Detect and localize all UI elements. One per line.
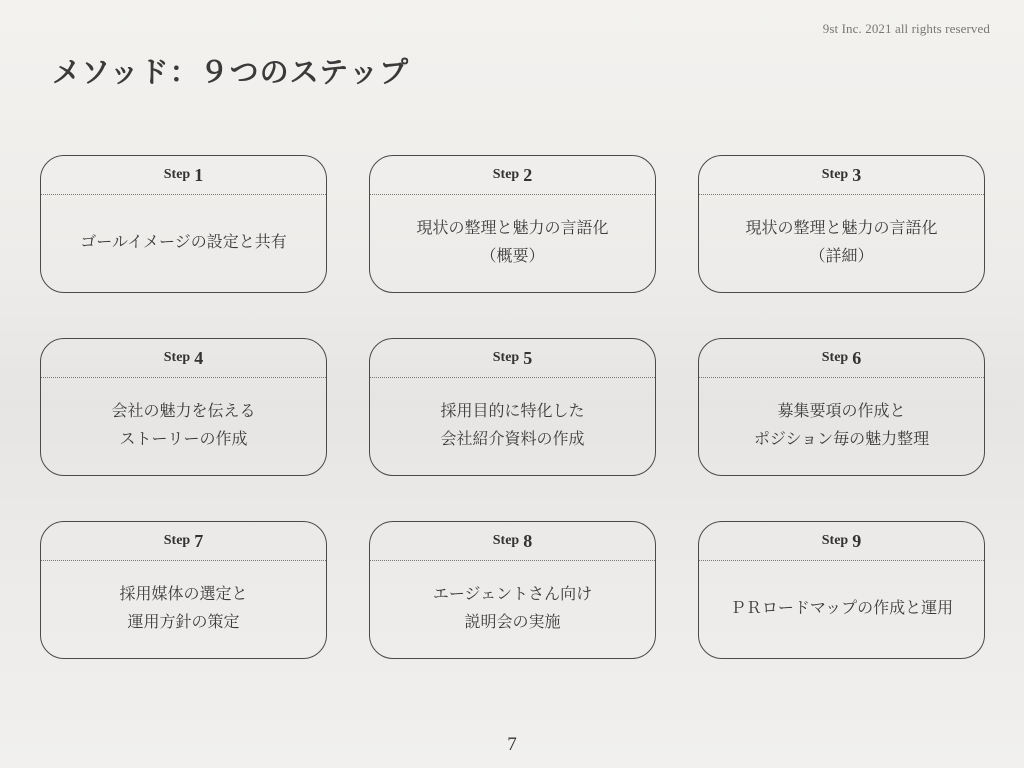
step-card-6 [698, 338, 985, 476]
step-card-7 [40, 521, 327, 659]
steps-grid [40, 155, 985, 659]
step-card-9 [698, 521, 985, 659]
step-number: 2 [523, 164, 533, 185]
step-description-line: 現状の整理と魅力の言語化 [416, 217, 609, 237]
step-description-line: 会社紹介資料の作成 [440, 428, 585, 448]
step-description-line: ストーリーの作成 [119, 428, 248, 448]
step-number: 7 [194, 530, 204, 551]
step-card-3 [698, 155, 985, 293]
step-description [41, 195, 326, 292]
step-card-4 [40, 338, 327, 476]
step-description-line: 運用方針の策定 [127, 611, 240, 631]
step-number: 3 [852, 164, 862, 185]
step-number: 9 [852, 530, 862, 551]
step-description-line: 現状の整理と魅力の言語化 [745, 217, 938, 237]
step-description-line: ＰＲロードマップの作成と運用 [729, 597, 954, 617]
step-description [699, 195, 984, 292]
step-description-line: （詳細） [809, 245, 874, 265]
step-header [699, 156, 984, 195]
step-description-line: 採用媒体の選定と [119, 583, 248, 603]
step-header [41, 156, 326, 195]
step-header [41, 522, 326, 561]
step-number: 1 [194, 164, 204, 185]
step-number: 6 [852, 347, 862, 368]
step-card-8 [369, 521, 656, 659]
step-header [370, 522, 655, 561]
step-header [699, 522, 984, 561]
step-description [41, 561, 326, 658]
step-description-line: （概要） [480, 245, 545, 265]
step-description-line: 募集要項の作成と [777, 400, 906, 420]
step-label: Step [492, 167, 520, 182]
step-label: Step [163, 167, 191, 182]
step-header [370, 339, 655, 378]
step-card-5 [369, 338, 656, 476]
step-description-line: 会社の魅力を伝える [111, 400, 256, 420]
step-header [41, 339, 326, 378]
step-card-1 [40, 155, 327, 293]
step-label: Step [492, 350, 520, 365]
step-description [41, 378, 326, 475]
page-title: メソッド：９つのステップ [52, 55, 410, 89]
step-description-line: エージェントさん向け [432, 583, 593, 603]
step-description [699, 561, 984, 658]
step-header [699, 339, 984, 378]
step-label: Step [163, 350, 191, 365]
step-label: Step [492, 533, 520, 548]
step-header [370, 156, 655, 195]
step-description-line: ポジション毎の魅力整理 [753, 428, 930, 448]
step-label: Step [821, 167, 849, 182]
copyright-notice: 9st Inc. 2021 all rights reserved [822, 21, 990, 36]
step-label: Step [821, 350, 849, 365]
page-number: 7 [507, 734, 517, 755]
step-description [370, 378, 655, 475]
step-label: Step [163, 533, 191, 548]
step-number: 5 [523, 347, 533, 368]
step-description [699, 378, 984, 475]
step-label: Step [821, 533, 849, 548]
step-description-line: 採用目的に特化した [440, 400, 585, 420]
step-card-2 [369, 155, 656, 293]
step-description [370, 195, 655, 292]
step-description-line: 説明会の実施 [464, 611, 561, 631]
step-description [370, 561, 655, 658]
step-number: 8 [523, 530, 533, 551]
step-description-line: ゴールイメージの設定と共有 [80, 231, 287, 251]
step-number: 4 [194, 347, 204, 368]
